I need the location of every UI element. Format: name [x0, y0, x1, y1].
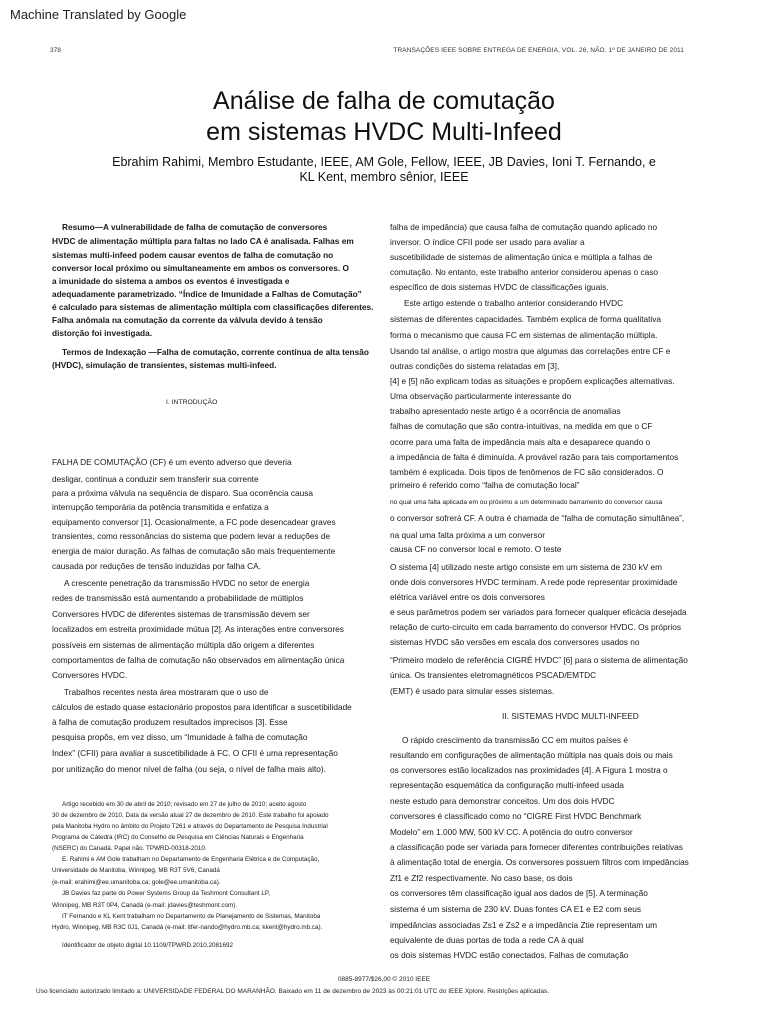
author-list — [0, 155, 768, 185]
body-line: a impedância de falta é diminuída. A provável razão para tais comportamentos — [390, 452, 679, 462]
translation-banner: Machine Translated by Google — [10, 7, 187, 22]
index-terms-line: Termos de Indexação —Falha de comutação, corrente contínua de alta tensão — [62, 347, 369, 357]
footnote-line: Programa de Cátedra (IRC) do Conselho de Pesquisa em Ciências Naturais e Engenharia — [52, 834, 304, 841]
body-line: a classificação pode ser variada para fornecer diferentes contribuições relativas — [390, 842, 683, 852]
abstract-line: Falha anômala na comutação da corrente da válvula devido à tensão — [52, 315, 323, 325]
body-line: localizados em estreita proximidade mútua [2]. As interações entre conversores — [52, 624, 344, 634]
body-line: energia de maior duração. As falhas de comutação são mais frequentemente — [52, 546, 336, 556]
section-heading-multi-infeed: II. SISTEMAS HVDC MULTI-INFEED — [502, 711, 639, 721]
body-line: trabalho apresentado neste artigo é a ocorrência de anomalias — [390, 406, 621, 416]
body-line: Usando tal análise, o artigo mostra que algumas das correlações entre CF e — [390, 346, 671, 356]
body-line: Este artigo estende o trabalho anterior considerando HVDC — [404, 298, 624, 308]
body-line: outras condições do sistema relatadas em [3], — [390, 361, 560, 371]
body-line: Conversores HVDC. — [52, 670, 128, 680]
footnote-line: IT Fernando e KL Kent trabalham no Departamento de Planejamento de Sistemas, Manitoba — [62, 913, 321, 920]
abstract-line: distorção foi investigada. — [52, 328, 153, 338]
body-line: Conversores HVDC de diferentes sistemas de transmissão devem ser — [52, 609, 310, 619]
body-line: falha de impedância) que causa falha de comutação quando aplicado no — [390, 222, 658, 232]
footnote-line: JB Davies faz parte do Power Systems Group da Teshmont Consultant LP, — [62, 890, 271, 897]
authors-line-1: Ebrahim Rahimi, Membro Estudante, IEEE, AM Gole, Fellow, IEEE, JB Davies, Ioni T. Fernando, e — [112, 155, 656, 169]
footnote-line: Winnipeg, MB R3T 0P4, Canadá (e-mail: jdavies@teshmont.com). — [52, 902, 238, 909]
footnote-line: (e-mail: erahimi@ee.umanitoba.ca; gole@ee.umanitoba.ca). — [52, 879, 221, 886]
body-line: O rápido crescimento da transmissão CC em muitos países é — [402, 735, 628, 745]
body-line: e seus parâmetros podem ser variados para fornecer qualquer eficácia desejada — [390, 607, 687, 617]
body-line: causada por reduções de tensão induzidas por falha CA. — [52, 561, 261, 571]
copyright-line: 0885-8977/$26,00 © 2010 IEEE — [337, 976, 431, 983]
footnote-line: pela Manitoba Hydro no âmbito do Projeto T261 e através do Departamento de Pesquisa Industrial — [52, 823, 328, 830]
body-line: relação de curto-circuito em cada barramento do conversor HVDC. Os próprios — [390, 622, 681, 632]
body-line: O sistema [4] utilizado neste artigo consiste em um sistema de 230 kV em — [390, 562, 663, 572]
abstract-line: sistemas multi-infeed podem causar eventos de falha de comutação no — [52, 250, 334, 260]
body-line: por unitização do menor nível de falha (ou seja, o nível de falha mais alto). — [52, 764, 326, 774]
page-number: 378 — [50, 47, 61, 54]
body-line: falhas de comutação que são contra-intuitivas, na medida em que o CF — [390, 421, 653, 431]
body-line: causa CF no conversor local e remoto. O teste — [390, 544, 562, 554]
footnote-line: 30 de dezembro de 2010. Data da versão atual 27 de dezembro de 2010. Este trabalho foi apoiado — [52, 812, 329, 819]
body-line: sistemas de diferentes capacidades. Também explica de forma qualitativa — [390, 314, 662, 324]
body-line: elétrica variável entre os dois conversores — [390, 592, 545, 602]
body-line: Trabalhos recentes nesta área mostraram que o uso de — [64, 687, 269, 697]
body-line: A crescente penetração da transmissão HVDC no setor de energia — [64, 578, 310, 588]
body-line: transientes, como ressonâncias do sistema que podem levar a reduções de — [52, 531, 331, 541]
body-line: à falha de comutação produzem resultados imprecisos [3]. Esse — [52, 717, 288, 727]
body-line: única. Os transientes eletromagnéticos PSCAD/EMTDC — [390, 670, 597, 680]
body-line: interrupção temporária da potência transmitida e enfatiza a — [52, 502, 269, 512]
body-line: (EMT) é usado para simular esses sistemas. — [390, 686, 555, 696]
body-line: equipamento conversor [1]. Ocasionalmente, a FC pode desencadear graves — [52, 517, 336, 527]
body-line: primeiro é referido como “falha de comutação local” — [390, 480, 580, 490]
body-line: os conversores estão localizados nas proximidades [4]. A Figura 1 mostra o — [390, 765, 668, 775]
abstract-line: Resumo—A vulnerabilidade de falha de comutação de conversores — [62, 222, 328, 232]
body-line: específico de dois sistemas HVDC de classificações iguais. — [390, 282, 609, 292]
body-line: Zf1 e Zf2 respectivamente. No caso base, os dois — [390, 873, 573, 883]
body-line: redes de transmissão está aumentando a probabilidade de múltiplos — [52, 593, 304, 603]
body-line: forma o mecanismo que causa FC em sistemas de alimentação múltipla. — [390, 330, 658, 340]
section-heading-introduction: I. INTRODUÇÃO — [166, 399, 218, 406]
body-line: cálculos de estado quase estacionário propostos para identificar a suscetibilidade — [52, 702, 352, 712]
body-line: no qual uma falta aplicada em ou próximo a um determinado barramento do conversor causa — [390, 499, 663, 506]
footnote-line: Universidade de Manitoba, Winnipeg, MB R3T 5V6, Canadá — [52, 867, 220, 874]
body-line: para a próxima válvula na sequência de disparo. Sua ocorrência causa — [52, 488, 314, 498]
body-line: sistemas HVDC são versões em escala dos conversores usados no — [390, 637, 640, 647]
body-line: o conversor sofrerá CF. A outra é chamada de “falha de comutação simultânea”, — [390, 513, 685, 523]
body-line: comutação. No entanto, este trabalho anterior considerou apenas o caso — [390, 267, 658, 277]
body-line: também é explicada. Dois tipos de fenômenos de FC são considerados. O — [390, 467, 664, 477]
footnote-line: E. Rahimi e AM Gole trabalham no Departamento de Engenharia Elétrica e de Computação, — [62, 856, 320, 863]
abstract-line: HVDC de alimentação múltipla para faltas no lado CA é analisada. Falhas em — [52, 236, 354, 246]
journal-header: TRANSAÇÕES IEEE SOBRE ENTREGA DE ENERGIA, VOL. 26, NÃO. 1º DE JANEIRO DE 2011 — [393, 47, 684, 54]
index-terms-line: (HVDC), simulação de transientes, sistemas multi-infeed. — [52, 360, 277, 370]
body-line: resultando em configurações de alimentação múltipla nas quais dois ou mais — [390, 750, 673, 760]
footnote-line: (NSERC) do Canadá. Papel não. TPWRD-00318-2010. — [52, 845, 207, 852]
body-line: os dois sistemas HVDC estão conectados. Falhas de comutação — [390, 950, 629, 960]
doi-line: Identificador de objeto digital 10.1109/TPWRD.2010.2081692 — [62, 942, 234, 949]
abstract-line: a imunidade do sistema a ambos os eventos é investigada e — [52, 276, 290, 286]
body-line: sistema é um sistema de 230 kV. Duas fontes CA E1 e E2 com seus — [390, 904, 642, 914]
abstract-line: é calculado para sistemas de alimentação múltipla com classificações diferentes. — [52, 302, 374, 312]
body-line: ocorre para uma falta de impedância mais alta e desaparece quando o — [390, 437, 651, 447]
body-line: neste estudo para demonstrar conceitos. Um dos dois HVDC — [390, 796, 615, 806]
body-line: pesquisa propôs, em vez disso, um “Imunidade à falha de comutação — [52, 732, 308, 742]
footnote-line: Artigo recebido em 30 de abril de 2010; revisado em 27 de julho de 2010; aceito agosto — [62, 801, 307, 808]
body-line: representação esquemática da configuração multi-infeed usada — [390, 780, 624, 790]
title-line-2: em sistemas HVDC Multi-Infeed — [206, 118, 562, 146]
body-line: onde dois conversores HVDC terminam. A rede pode representar proximidade — [390, 577, 678, 587]
body-line: desligar, continua a conduzir sem transferir sua corrente — [52, 474, 259, 484]
footnote-line: Hydro, Winnipeg, MB R3C 0J1, Canadá (e-mail: itfer-nando@hydro.mb.ca; kkent@hydro.mb.ca). — [52, 924, 323, 931]
body-line: à alimentação total de energia. Os conversores possuem filtros com impedâncias — [390, 857, 689, 867]
paper-title — [0, 86, 768, 148]
body-line: Uma observação particularmente interessante do — [390, 391, 572, 401]
body-line: [4] e [5] não explicam todas as situações e propõem explicações alternativas. — [390, 376, 675, 386]
body-line: possíveis em sistemas de alimentação múltipla dão origem a diferentes — [52, 640, 315, 650]
authors-line-2: KL Kent, membro sênior, IEEE — [299, 170, 469, 184]
body-line: equivalente de duas portas de toda a rede CA à qual — [390, 935, 584, 945]
body-line: suscetibilidade de sistemas de alimentação única e múltipla a falhas de — [390, 252, 653, 262]
body-line: os conversores têm classificação igual aos dados de [5]. A terminação — [390, 888, 648, 898]
body-line: “Primeiro modelo de referência CIGRÉ HVDC” [6] para o sistema de alimentação — [390, 655, 688, 665]
body-line: Index” (CFII) para avaliar a suscetibilidade à FC. O CFII é uma representação — [52, 748, 338, 758]
body-line: conversores é classificado como no “CIGRE First HVDC Benchmark — [390, 811, 642, 821]
abstract-line: conversor local próximo ou simultaneamente em ambos os conversores. O — [52, 263, 349, 273]
body-line: na qual uma falta próxima a um conversor — [390, 530, 545, 540]
license-line: Uso licenciado autorizado limitado a: UNIVERSIDADE FEDERAL DO MARANHÃO. Baixado em 11 de dezembro de 2023 às 00:21:01 UTC do IEEE Xplore. Restrições aplicadas. — [36, 988, 550, 995]
body-line: impedâncias associadas Zs1 e Zs2 e a impedância Ztie representam um — [390, 920, 658, 930]
body-line: FALHA DE COMUTAÇÃO (CF) é um evento adverso que deveria — [52, 457, 292, 467]
abstract-line: adequadamente parametrizado. “Índice de Imunidade a Falhas de Comutação” — [52, 289, 362, 299]
body-line: Modelo” em 1.000 MW, 500 kV CC. A potência do outro conversor — [390, 827, 633, 837]
title-line-1: Análise de falha de comutação — [213, 87, 555, 115]
body-line: comportamentos de falha de comutação não observados em alimentação única — [52, 655, 345, 665]
body-line: inversor. O índice CFII pode ser usado para avaliar a — [390, 237, 585, 247]
